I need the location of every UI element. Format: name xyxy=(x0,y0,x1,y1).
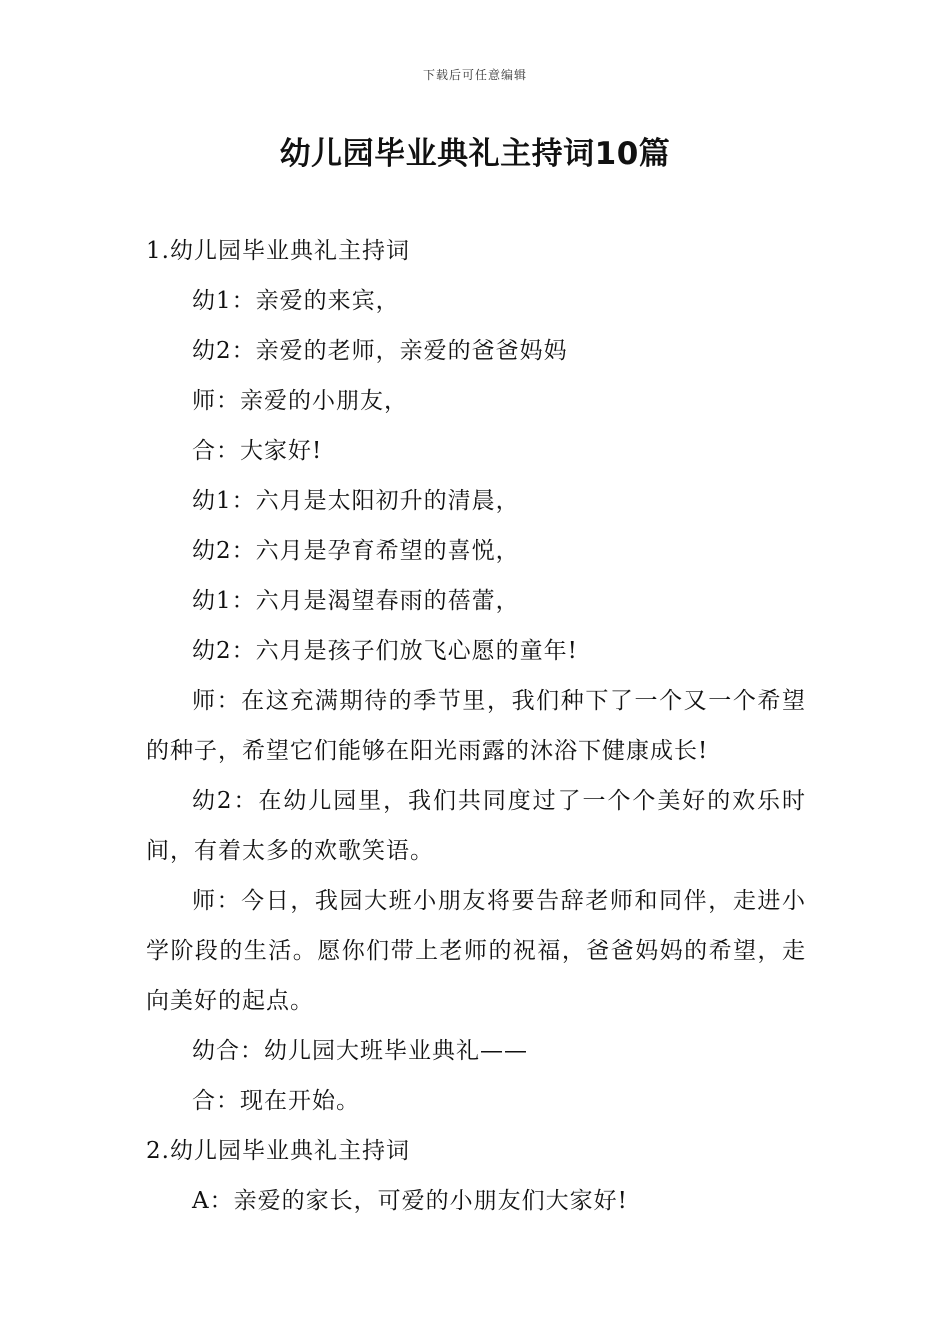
paragraph: 幼2：六月是孩子们放飞心愿的童年! xyxy=(192,638,578,664)
document-title: 幼儿园毕业典礼主持词10篇 xyxy=(279,136,671,172)
paragraph: 幼合：幼儿园大班毕业典礼—— xyxy=(192,1038,528,1064)
paragraph: 幼1：六月是太阳初升的清晨， xyxy=(192,488,520,514)
paragraph: 幼1：亲爱的来宾， xyxy=(192,288,400,314)
header-note: 下载后可任意编辑 xyxy=(422,68,527,82)
document-body xyxy=(146,226,806,1226)
paragraph: 师：今日，我园大班小朋友将要告辞老师和同伴，走进小学阶段的生活。愿你们带上老师的祝福，爸爸妈妈的希望，走向美好的起点。 xyxy=(146,888,806,1014)
paragraph: 师：在这充满期待的季节里，我们种下了一个又一个希望的种子，希望它们能够在阳光雨露的沐浴下健康成长! xyxy=(146,688,806,764)
paragraph: 幼2：六月是孕育希望的喜悦， xyxy=(192,538,520,564)
paragraph: 幼2：在幼儿园里，我们共同度过了一个个美好的欢乐时间，有着太多的欢歌笑语。 xyxy=(146,788,806,864)
paragraph: A：亲爱的家长，可爱的小朋友们大家好! xyxy=(192,1188,628,1214)
section-heading: 2.幼儿园毕业典礼主持词 xyxy=(146,1138,410,1164)
paragraph: 幼1：六月是渴望春雨的蓓蕾， xyxy=(192,588,520,614)
paragraph: 师：亲爱的小朋友， xyxy=(192,388,408,414)
paragraph: 合：现在开始。 xyxy=(192,1088,360,1114)
section-heading: 1.幼儿园毕业典礼主持词 xyxy=(146,238,410,264)
paragraph: 幼2：亲爱的老师，亲爱的爸爸妈妈 xyxy=(192,338,568,364)
paragraph: 合：大家好! xyxy=(192,438,323,464)
